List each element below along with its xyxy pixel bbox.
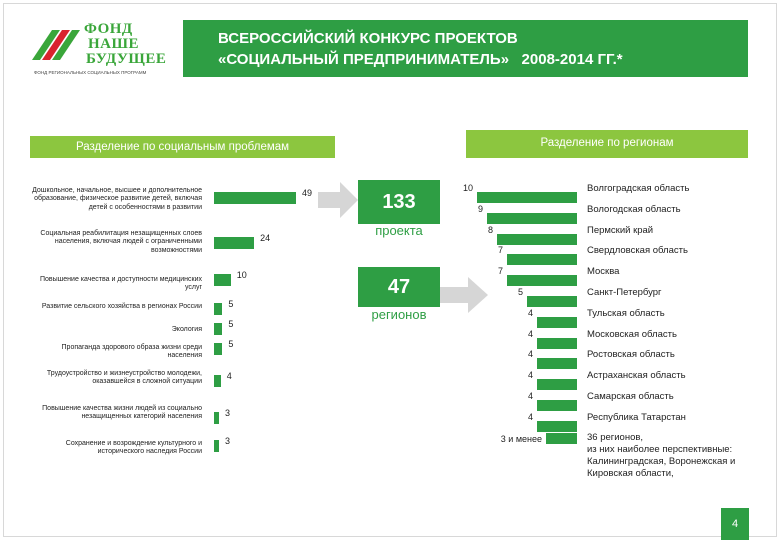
region-bar	[537, 421, 577, 432]
social-problem-label: Трудоустройство и жизнеустройство молодежи, оказавшейся в сложной ситуации	[46, 370, 202, 386]
social-problem-label: Дошкольное, начальное, высшее и дополнительное образование, физическое развитие детей, включая детей с особенностями в развитии	[32, 187, 202, 211]
region-bar-other	[546, 433, 577, 444]
region-name: Республика Татарстан	[587, 411, 686, 423]
last-region-note-line: из них наиболее перспективные:	[587, 444, 733, 455]
logo-word-1: ФОНД	[84, 21, 133, 37]
region-value: 4	[527, 391, 533, 401]
social-problem-value: 24	[260, 233, 271, 243]
region-value: 7	[497, 266, 503, 277]
region-name: Ростовская область	[587, 349, 675, 361]
region-name: Свердловская область	[587, 245, 688, 257]
region-value: 5	[517, 287, 523, 297]
social-problem-value: 49	[302, 188, 313, 198]
region-value: 10	[462, 183, 473, 193]
logo-word-2: НАШЕ	[88, 36, 139, 52]
last-region-note-line: 36 регионов,	[587, 432, 644, 443]
social-problem-label: Пропаганда здорового образа жизни среди населения	[61, 344, 202, 360]
last-region-note-line: Кировская области,	[587, 468, 674, 479]
title-line-2: «СОЦИАЛЬНЫЙ ПРЕДПРИНИМАТЕЛЬ» 2008-2014 ГГ.*	[218, 51, 623, 68]
region-name: Московская область	[587, 328, 677, 340]
social-problem-value: 5	[228, 339, 234, 349]
region-bar	[537, 400, 577, 411]
last-region-note-line: Калининградская, Воронежская и	[587, 456, 736, 467]
social-problem-label: Экология	[171, 326, 202, 333]
social-problem-bar	[214, 440, 219, 452]
region-name: Волгоградская область	[587, 183, 690, 194]
social-problem-label: Развитие сельского хозяйства в регионах России	[41, 303, 202, 310]
last-region-note	[587, 432, 735, 480]
projects-count: 133	[358, 180, 440, 224]
region-name: Астраханская область	[587, 370, 686, 382]
social-problem-bar	[214, 323, 222, 335]
logo-word-3: БУДУЩЕЕ	[86, 51, 167, 67]
region-name: Вологодская область	[587, 203, 681, 215]
regions-label: регионов	[371, 307, 427, 322]
social-problem-bar	[214, 412, 219, 424]
region-name: Самарская область	[587, 391, 674, 402]
social-problems-header: Разделение по социальным проблемам	[30, 136, 335, 158]
logo-mark-icon	[30, 26, 80, 66]
social-problem-value: 5	[228, 299, 234, 309]
social-problem-value: 4	[226, 371, 232, 381]
last-value-label: 3 и менее	[500, 434, 542, 444]
social-problem-bar	[214, 237, 254, 249]
logo	[30, 20, 165, 80]
region-value: 9	[477, 203, 483, 214]
region-bar	[507, 254, 577, 265]
social-problem-bar	[214, 375, 221, 387]
region-bar	[537, 317, 577, 328]
region-bar	[487, 213, 577, 224]
region-value: 4	[527, 411, 533, 422]
social-problem-value: 5	[228, 319, 234, 329]
region-value: 4	[527, 349, 533, 360]
region-bar	[527, 296, 577, 307]
page-number: 4	[721, 508, 749, 540]
social-problem-label: Социальная реабилитация незащищенных слоев населения, включая людей с ограниченными возможностями	[40, 230, 202, 254]
social-problem-label: Повышение качества и доступности медицинских услуг	[39, 276, 202, 292]
region-bar	[477, 192, 577, 203]
regions-count: 47	[358, 267, 440, 307]
logo-tagline: ФОНД РЕГИОНАЛЬНЫХ СОЦИАЛЬНЫХ ПРОГРАММ	[34, 70, 147, 75]
social-problem-value: 3	[225, 436, 231, 446]
region-value: 7	[497, 245, 503, 256]
region-value: 8	[487, 224, 493, 235]
region-bar	[497, 234, 577, 245]
title-line-1: ВСЕРОССИЙСКИЙ КОНКУРС ПРОЕКТОВ	[218, 30, 518, 47]
region-value: 4	[527, 370, 533, 381]
social-problem-bar	[214, 274, 231, 286]
social-problem-value: 10	[236, 270, 247, 280]
projects-label: проекта	[375, 223, 423, 238]
social-problem-bar	[214, 343, 222, 355]
social-problem-bar	[214, 192, 296, 204]
region-bar	[537, 379, 577, 390]
arrow-right-icon	[440, 275, 490, 315]
regions-header: Разделение по регионам	[466, 130, 748, 158]
region-name: Москва	[587, 266, 620, 278]
region-bar	[537, 358, 577, 369]
region-bar	[537, 338, 577, 349]
arrow-left-icon	[318, 180, 360, 220]
social-problem-bar	[214, 303, 222, 315]
region-name: Пермский край	[587, 224, 654, 236]
region-name: Тульская область	[587, 307, 665, 319]
social-problem-value: 3	[225, 408, 231, 418]
region-bar	[507, 275, 577, 286]
social-problem-label: Сохранение и возрождение культурного и исторического наследия России	[65, 440, 202, 456]
region-name: Санкт-Петербург	[587, 287, 662, 298]
title-banner	[183, 20, 748, 77]
social-problem-label: Повышение качества жизни людей из социально незащищенных категорий населения	[42, 405, 202, 421]
region-value: 4	[527, 328, 533, 339]
region-value: 4	[527, 307, 533, 318]
